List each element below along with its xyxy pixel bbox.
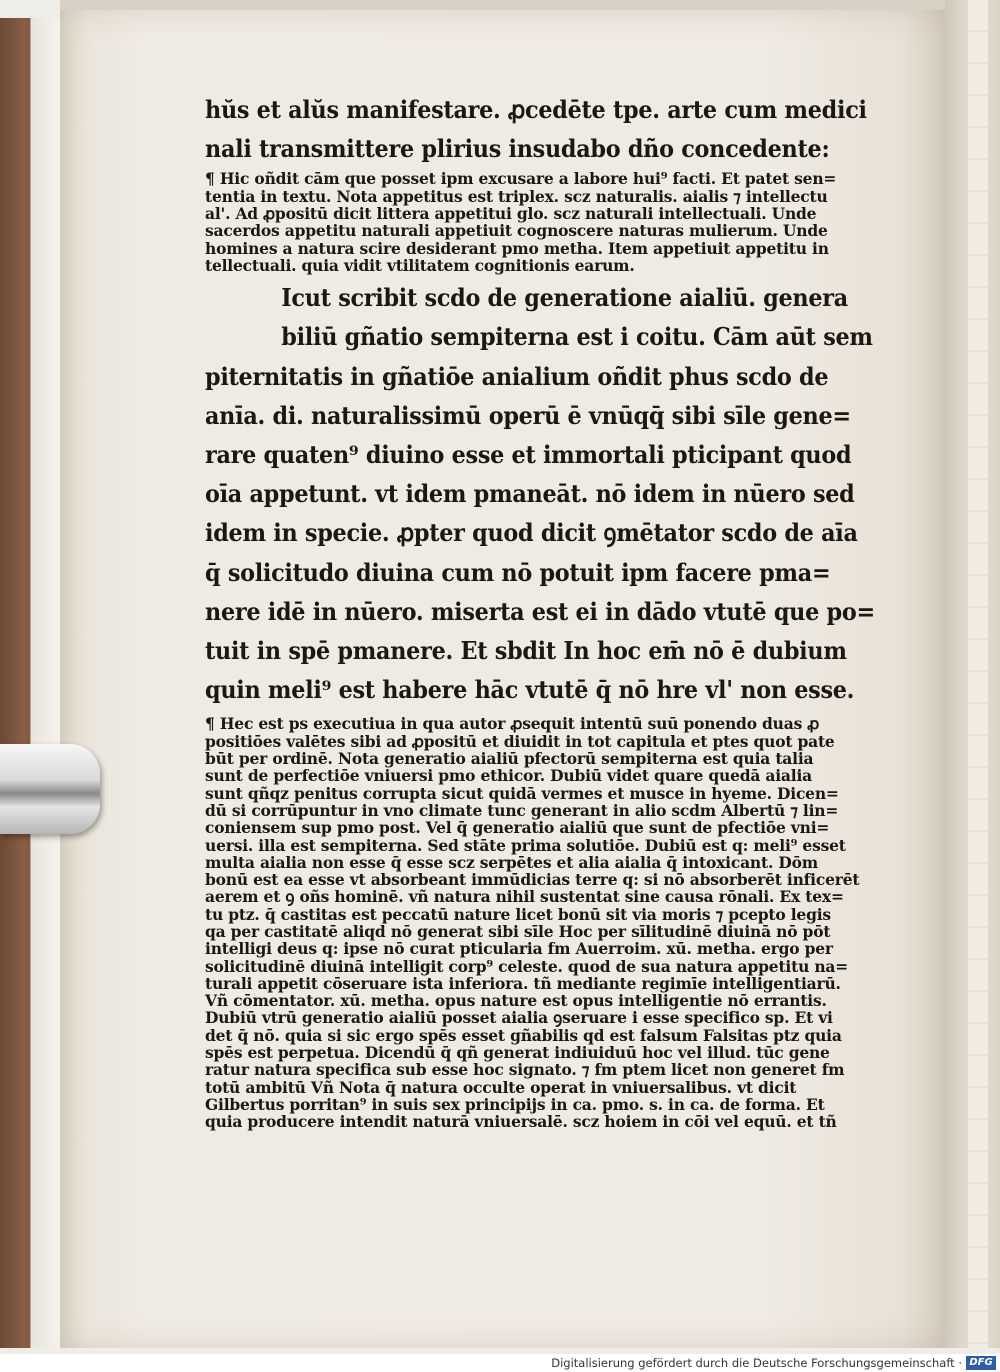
text-line: rare quaten⁹ diuino esse et immortali pticipant quod [205,440,852,469]
cover-paper-strip [30,18,61,1348]
text-line: anīa. di. naturalissimū operū ē vnūqq̄ sibi sīle gene= [205,400,851,430]
text-line: ¶ Hec est ps executiua in qua autor ꝓsequit intentū suū ponendo duas ꝓ [205,714,820,734]
footer-credit: Digitalisierung gefördert durch die Deutsche Forschungsgemeinschaft · [551,1356,962,1370]
text-line: hŭs et alŭs manifestare. ꝓcedēte tpe. arte cum medici [205,95,867,124]
text-line: bonū est ea esse vt absorbeant immūdicias terre q: si nō absorberēt inficerēt [205,870,860,890]
text-line: uersi. illa est sempiterna. Sed stāte prima solutiōe. Dubiū est q: meli⁹ esset [205,835,846,855]
text-line: quia producere intendit naturā vniuersalē. scz hoiem in cōi vel equū. et tñ [205,1112,837,1132]
text-line: idem in specie. ꝓpter quod dicit ꝯmētator scdo de aīa [205,518,858,548]
text-line: oīa appetunt. vt idem pmaneāt. nō idem in nūero sed [205,479,855,509]
text-line: det q̄ nō. quia si sic ergo spēs esset gñabilis qd est falsum Falsitas ptz quia [205,1025,842,1045]
page-top-edge [60,0,945,10]
text-line: sacerdos appetitu naturali appetiuit cognoscere naturas mulierum. Unde [205,221,828,241]
text-line: ¶ Hic oñdit cām que posset ipm excusare a labore hui⁹ facti. Et patet sen= [205,169,837,189]
main-text-block [205,278,910,709]
text-line: Gilbertus porritan⁹ in suis sex principijs in ca. pmo. s. in ca. de forma. Et [205,1094,825,1114]
page-clip-icon [0,744,100,834]
text-line: būt per ordinē. Nota generatio aialiū pfectorū sempiterna est quia talia [205,749,814,769]
page-stack-edge [968,0,988,1348]
text-line: dū si corrūpuntur in vno climate tunc generant in alio scdm Albertū ⁊ lin= [205,800,839,820]
text-line: tuit in spē pmanere. Et sbdit In hoc em̄ nō ē dubium [205,636,847,666]
text-line: homines a natura scire desiderant pmo metha. Item appetiuit appetitu in [205,238,829,258]
dfg-logo: DFG [966,1356,996,1370]
text-line: aerem et ꝯ oñs hominē. vñ natura nihil sustentat sine causa rōnali. Ex tex= [205,887,844,907]
text-line: quin meli⁹ est habere hāc vtutē q̄ nō hre vl' non esse. [205,675,855,705]
text-line: sunt de perfectiōe vniuersi pmo ethicor. Dubiū videt quare quedā aialia [205,766,812,786]
text-line: piternitatis in gñatiōe anialium oñdit phus scdo de [205,361,829,391]
text-line: intelligi deus q: ipse nō curat pticularia fm Auerroim. xū. metha. ergo per [205,939,833,959]
text-line: multa aialia non esse q̄ esse scz serpētes et alia aialia q̄ intoxicant. Dōm [205,852,818,872]
text-line: Vñ cōmentator. xū. metha. opus nature est opus intelligentie nō errantis. [205,991,827,1011]
text-line: turali appetit cōseruare ista inferiora. tñ mediante regimīe intelligentiarū. [205,973,841,993]
text-line: tellectuali. quia vidit vtilitatem cognitionis earum. [205,255,635,275]
text-line: nali transmittere plirius insudabo dño concedente: [205,134,830,164]
text-line: Dubiū vtrū generatio aialiū posset aialia ꝯseruare i esse specifico sp. Et vi [205,1008,833,1028]
text-line: tu ptz. q̄ castitas est peccatū nature licet bonū sit via moris ⁊ pcepto legis [205,904,831,924]
commentary-block-1 [205,170,910,274]
text-line: Icut scribit scdo de generatione aialiū. genera [281,283,848,313]
text-line: qa per castitatē aliqd nō generat sibi sīle Hoc per sīlitudinē diuinā nō pōt [205,921,831,941]
block-heading-lines [205,90,910,168]
text-line: q̄ solicitudo diuina cum nō potuit ipm facere pma= [205,557,831,587]
text-line: ratur natura specifica sub esse hoc signato. ⁊ fm ptem licet non generet fm [205,1060,845,1080]
text-line: nere idē in nūero. miserta est ei in dādo vtutē que po= [205,596,875,626]
text-line: coniensem sup pmo post. Vel q̄ generatio aialiū que sunt de pfectiōe vni= [205,818,830,838]
page-text [205,90,910,1131]
text-line: solicitudinē diuinā intelligit corp⁹ celeste. quod de sua natura appetitu na= [205,956,849,976]
commentary-block-2 [205,715,910,1130]
text-line: positiōes valētes sibi ad ꝓpositū et diuidit in tot capitula et ptes quot pate [205,731,835,751]
text-line: al'. Ad ꝓpositū dicit littera appetitui glo. scz naturali intellectuali. Unde [205,204,817,223]
text-line: totū ambitū Vñ Nota q̄ natura occulte operat in vniuersalibus. vt dicit [205,1077,797,1097]
text-line: tentia in textu. Nota appetitus est triplex. scz naturalis. aialis ⁊ intellectu [205,186,828,206]
text-line: biliū gñatio sempiterna est i coitu. Cām aūt sem [281,322,873,352]
text-line: sunt qñqz penitus corrupta sicut quidā vermes et musce in hyeme. Dicen= [205,783,839,803]
text-line: spēs est perpetua. Dicendū q̄ qñ generat indiuiduū hoc vel illud. tūc gene [205,1043,830,1063]
